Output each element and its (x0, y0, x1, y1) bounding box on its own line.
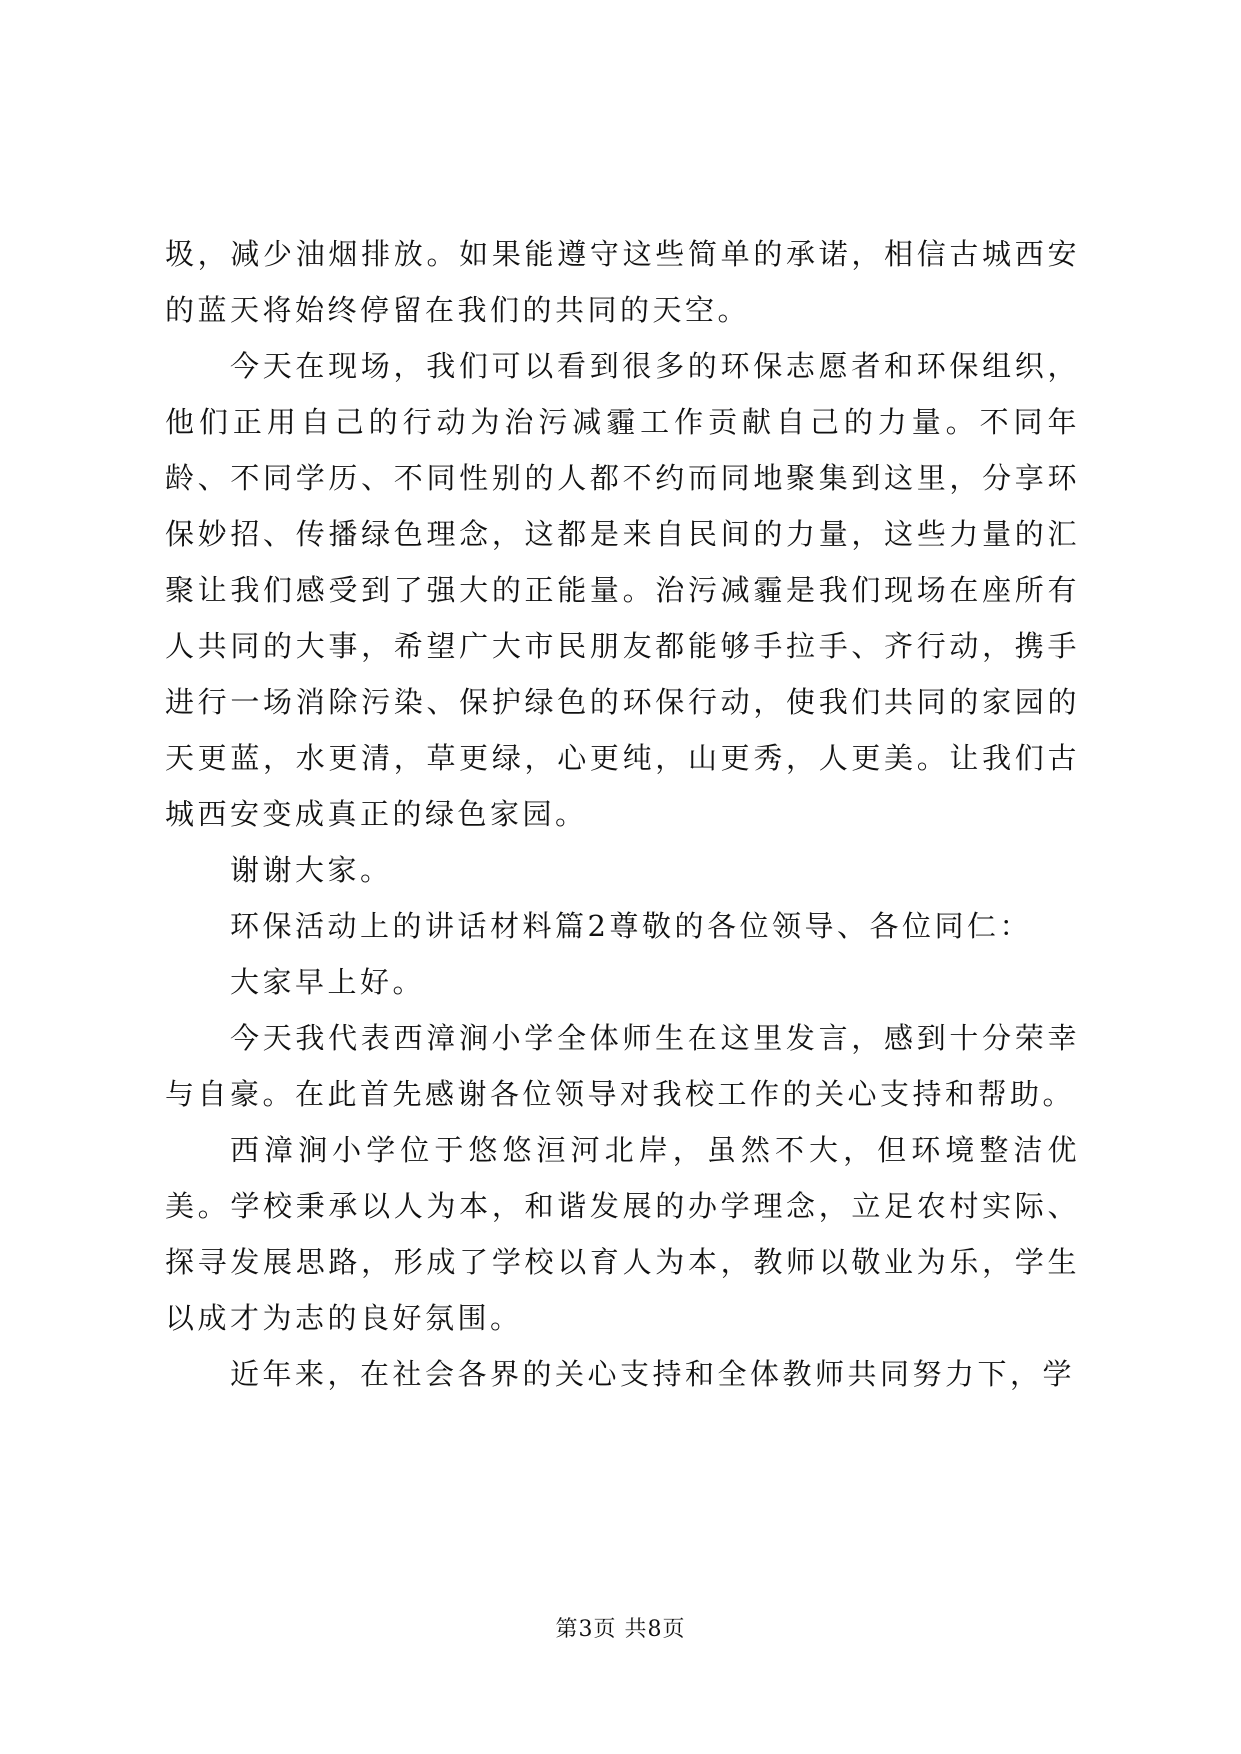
document-body (165, 226, 1080, 1402)
paragraph-continuation: 圾，减少油烟排放。如果能遵守这些简单的承诺，相信古城西安的蓝天将始终停留在我们的共同的天空。 (165, 237, 1080, 327)
paragraph-volunteers: 今天在现场，我们可以看到很多的环保志愿者和环保组织，他们正用自己的行动为治污减霾工作贡献自己的力量。不同年龄、不同学历、不同性别的人都不约而同地聚集到这里，分享环保妙招、传播绿色理念，这都是来自民间的力量，这些力量的汇聚让我们感受到了强大的正能量。治污减霾是我们现场在座所有人共同的大事，希望广大市民朋友都能够手拉手、齐行动，携手进行一场消除污染、保护绿色的环保行动，使我们共同的家园的天更蓝，水更清，草更绿，心更纯，山更秀，人更美。让我们古城西安变成真正的绿色家园。 (165, 349, 1080, 831)
paragraph-school-intro: 西漳涧小学位于悠悠洹河北岸，虽然不大，但环境整洁优美。学校秉承以人为本，和谐发展的办学理念，立足农村实际、探寻发展思路，形成了学校以育人为本，教师以敬业为乐，学生以成才为志的良好氛围。 (165, 1133, 1080, 1335)
paragraph-section-heading: 环保活动上的讲话材料篇2尊敬的各位领导、各位同仁： (230, 909, 1032, 943)
paragraph-thanks: 谢谢大家。 (230, 853, 393, 887)
paragraph-recent-years: 近年来，在社会各界的关心支持和全体教师共同努力下，学 (230, 1357, 1076, 1391)
page-number-footer: 第3页 共8页 (555, 1617, 686, 1642)
paragraph-greeting: 大家早上好。 (230, 965, 426, 999)
paragraph-representation: 今天我代表西漳涧小学全体师生在这里发言，感到十分荣幸与自豪。在此首先感谢各位领导对我校工作的关心支持和帮助。 (165, 1021, 1080, 1111)
